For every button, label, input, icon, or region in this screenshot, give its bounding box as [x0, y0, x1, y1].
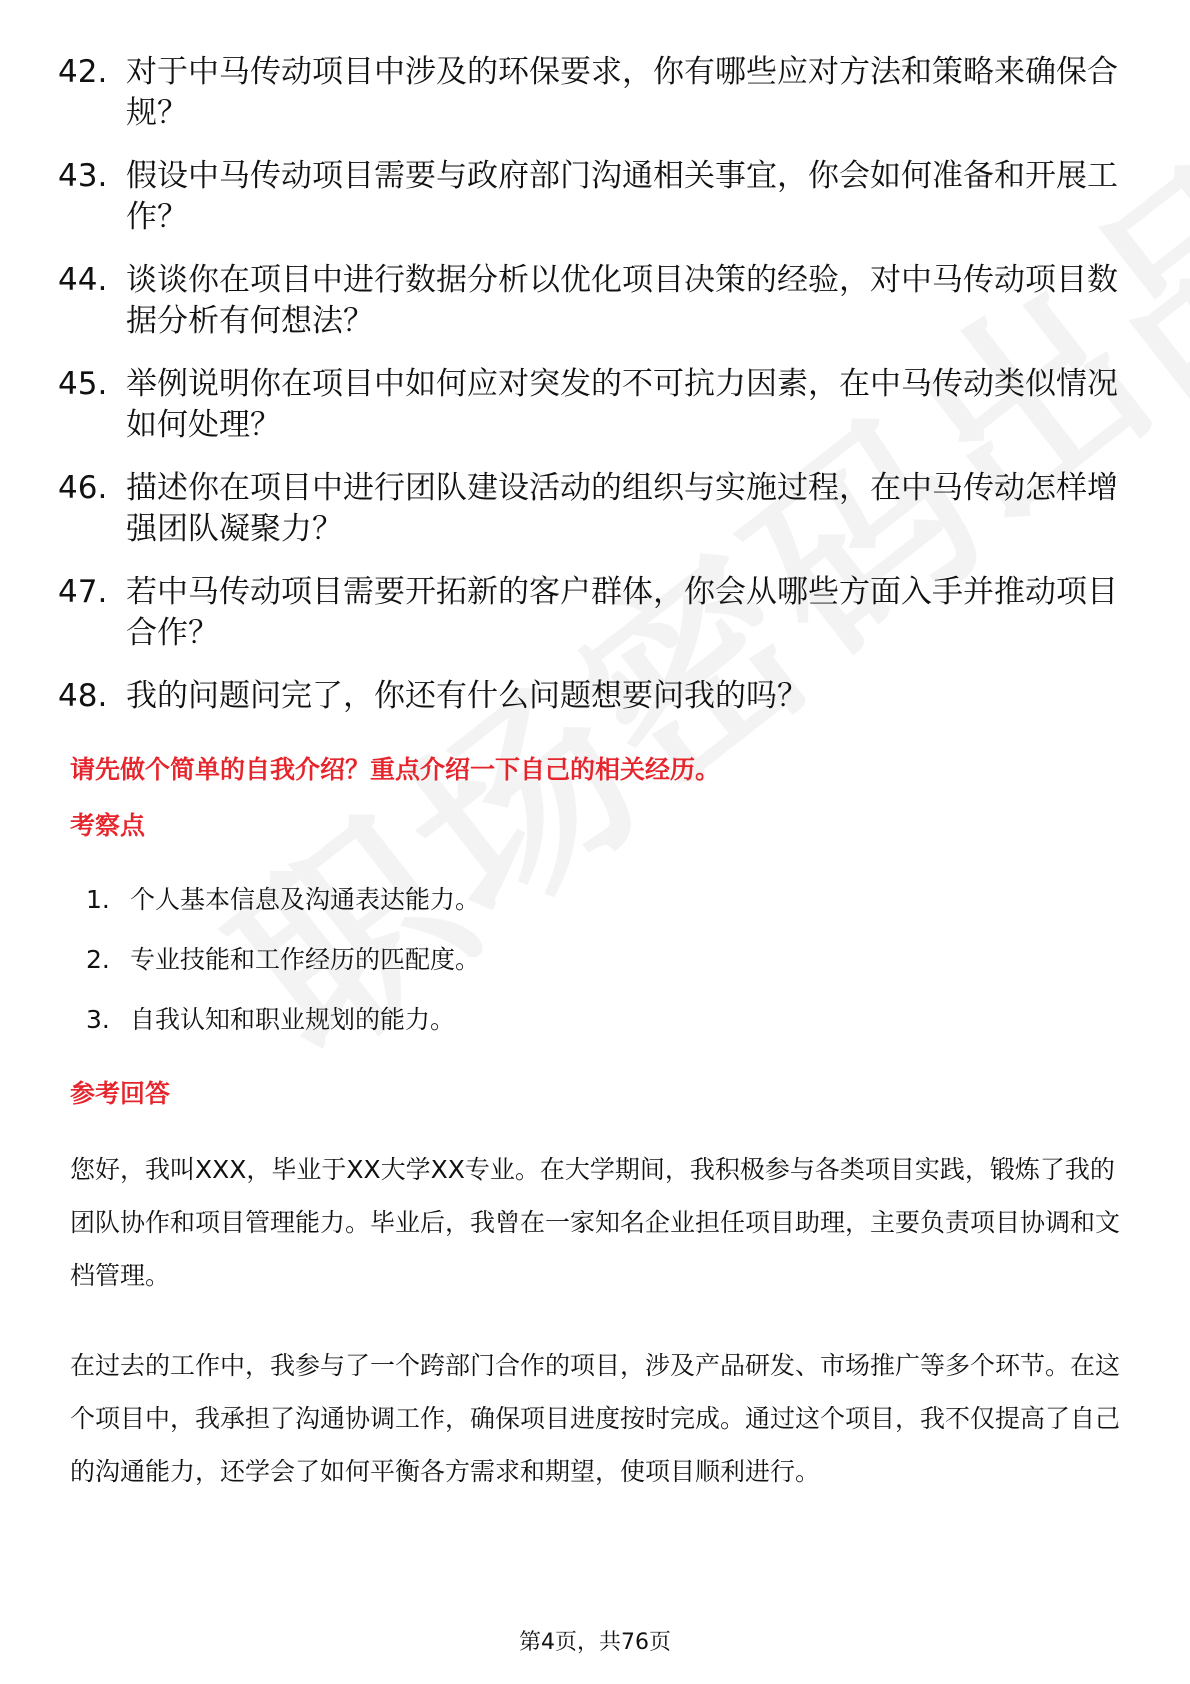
question-text: 我的问题问完了，你还有什么问题想要问我的吗？	[126, 678, 808, 714]
list-item-text: 个人基本信息及沟通表达能力。	[130, 885, 481, 914]
question-list	[58, 52, 1138, 739]
question-item	[58, 156, 1138, 238]
question-item	[58, 468, 1138, 550]
answer-paragraph: 在过去的工作中，我参与了一个跨部门合作的项目，涉及产品研发、市场推广等多个环节。在这个项目中，我承担了沟通协调工作，确保项目进度按时完成。通过这个项目，我不仅提高了自己的沟通能力，还学会了如何平衡各方需求和期望，使项目顺利进行。	[70, 1351, 1121, 1486]
list-item-number: 2.	[86, 945, 110, 974]
list-item	[70, 944, 1130, 976]
question-number: 48.	[58, 678, 108, 714]
question-text: 假设中马传动项目需要与政府部门沟通相关事宜，你会如何准备和开展工作？	[126, 158, 1118, 235]
question-number: 45.	[58, 366, 108, 402]
answer-section	[70, 1078, 1130, 1110]
question-number: 47.	[58, 574, 108, 610]
kaocha-points	[70, 884, 1130, 1064]
question-number: 43.	[58, 158, 108, 194]
question-number: 42.	[58, 54, 108, 90]
question-number: 46.	[58, 470, 108, 506]
kaocha-section	[70, 810, 1130, 842]
list-item-number: 3.	[86, 1005, 110, 1034]
question-item	[58, 260, 1138, 342]
question-item	[58, 676, 1138, 717]
list-item-text: 专业技能和工作经历的匹配度。	[130, 945, 481, 974]
list-item	[70, 884, 1130, 916]
question-text: 举例说明你在项目中如何应对突发的不可抗力因素，在中马传动类似情况如何处理？	[126, 366, 1118, 443]
list-item-number: 1.	[86, 885, 110, 914]
answer-paragraph: 您好，我叫XXX，毕业于XX大学XX专业。在大学期间，我积极参与各类项目实践，锻炼了我的团队协作和项目管理能力。毕业后，我曾在一家知名企业担任项目助理，主要负责项目协调和文档管理。	[70, 1155, 1121, 1290]
intro-question-title: 请先做个简单的自我介绍？重点介绍一下自己的相关经历。	[70, 755, 721, 784]
answer-body	[70, 1143, 1130, 1498]
kaocha-title: 考察点	[70, 811, 146, 840]
question-text: 描述你在项目中进行团队建设活动的组织与实施过程，在中马传动怎样增强团队凝聚力？	[126, 470, 1118, 547]
question-text: 谈谈你在项目中进行数据分析以优化项目决策的经验，对中马传动项目数据分析有何想法？	[126, 262, 1118, 339]
question-text: 若中马传动项目需要开拓新的客户群体，你会从哪些方面入手并推动项目合作？	[126, 574, 1118, 651]
question-number: 44.	[58, 262, 108, 298]
intro-question	[70, 754, 1130, 786]
page-number: 第4页，共76页	[519, 1630, 671, 1655]
list-item	[70, 1004, 1130, 1036]
question-item	[58, 52, 1138, 134]
question-item	[58, 572, 1138, 654]
answer-title: 参考回答	[70, 1079, 171, 1108]
list-item-text: 自我认知和职业规划的能力。	[130, 1005, 456, 1034]
question-item	[58, 364, 1138, 446]
question-text: 对于中马传动项目中涉及的环保要求，你有哪些应对方法和策略来确保合规？	[126, 54, 1118, 131]
